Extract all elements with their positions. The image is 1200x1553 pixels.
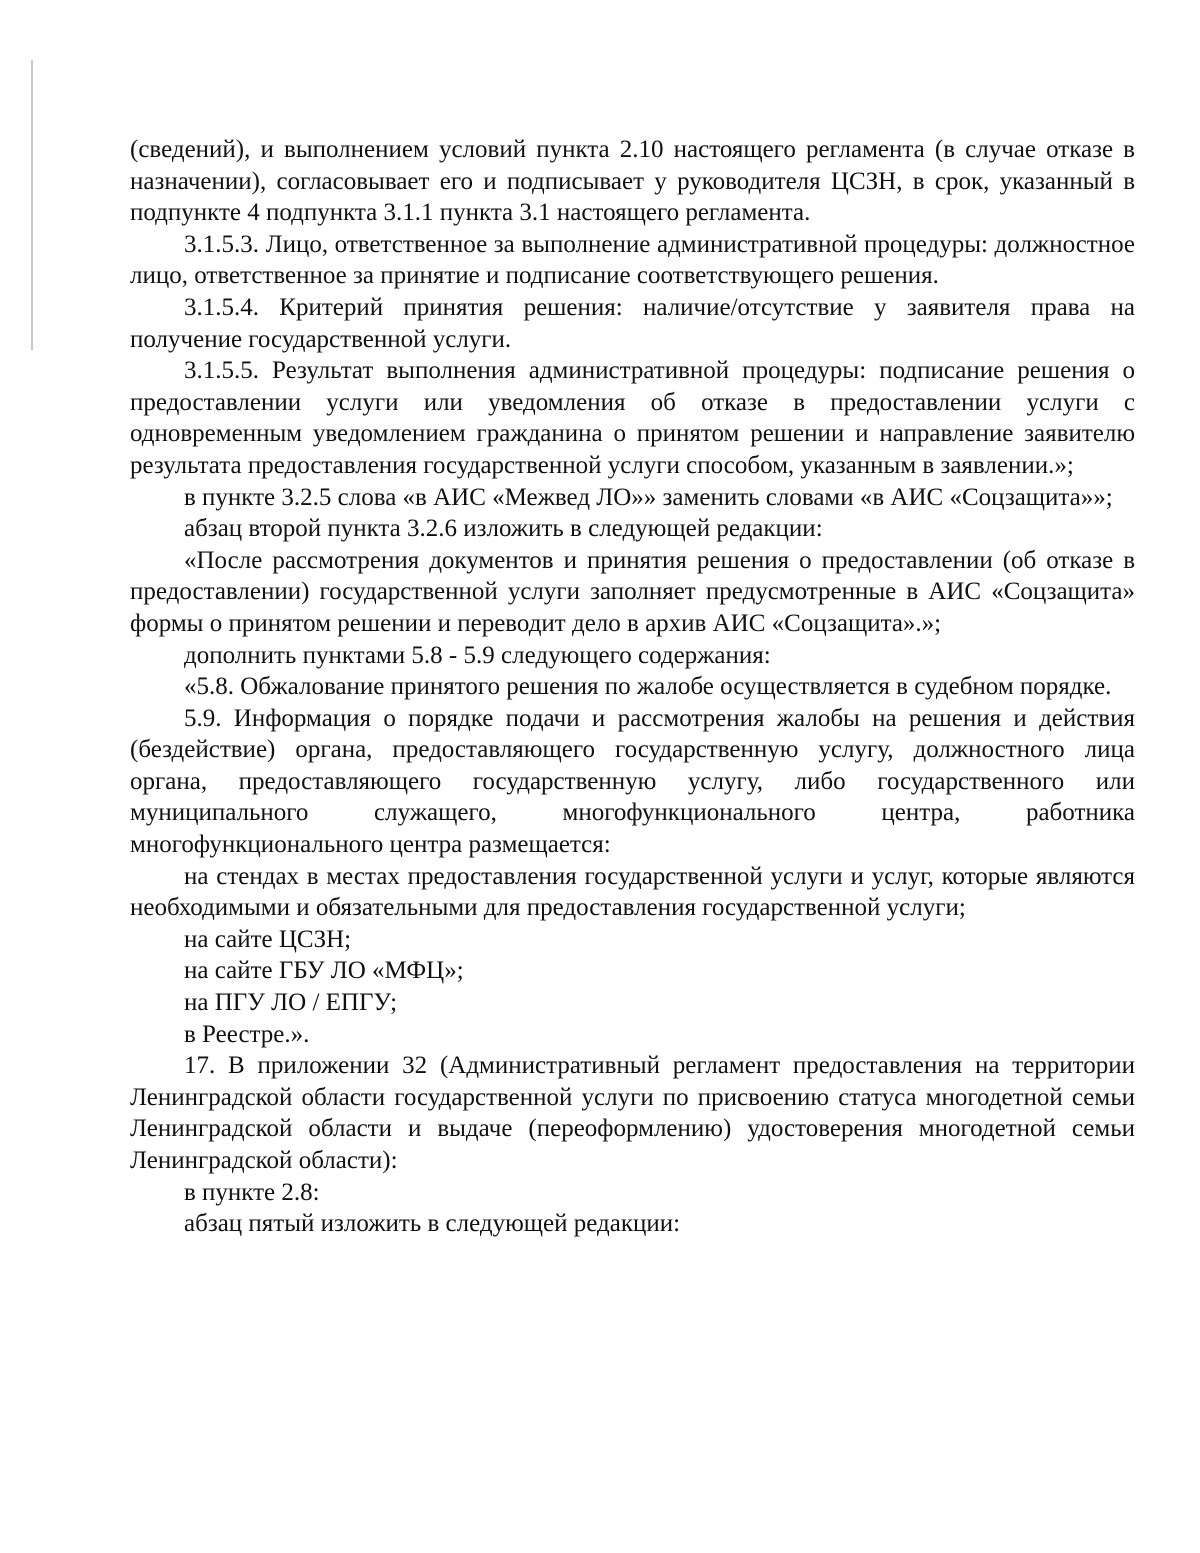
list-item-registry: в Реестре.». bbox=[184, 1020, 310, 1048]
list-item-cszn-site: на сайте ЦСЗН; bbox=[184, 925, 352, 953]
list-item-mfc-site: на сайте ГБУ ЛО «МФЦ»; bbox=[184, 957, 464, 985]
paragraph-2-8: в пункте 2.8: bbox=[184, 1178, 320, 1206]
list-item-pgu: на ПГУ ЛО / ЕПГУ; bbox=[184, 989, 398, 1017]
document-page bbox=[130, 134, 1135, 1240]
paragraph-5-8-5-9-intro: дополнить пунктами 5.8 - 5.9 следующего содержания: bbox=[184, 641, 771, 669]
paragraph-continuation: (сведений), и выполнением условий пункта 2.10 настоящего регламента (в случае отказе в назначении), согласовывает его и подписывает у руководителя ЦСЗН, в срок, указанный в подпункте 4 подпункта 3.1.1 пункта 3.1 настоящего регламента. bbox=[130, 136, 1135, 227]
paragraph-3-1-5-5: 3.1.5.5. Результат выполнения административной процедуры: подписание решения о предоставлении услуги или уведомления об отказе в предоставлении услуги с одновременным уведомлением гражданина о принятом решении и направление заявителю результата предоставления государственной услуги способом, указанным в заявлении.»; bbox=[130, 357, 1135, 479]
list-item-stands: на стендах в местах предоставления государственной услуги и услуг, которые являются необходимыми и обязательными для предоставления государственной услуги; bbox=[130, 862, 1135, 922]
paragraph-3-2-6-text: «После рассмотрения документов и принятия решения о предоставлении (об отказе в предоставлении) государственной услуги заполняет предусмотренные в АИС «Соцзащита» формы о принятом решении и переводит дело в архив АИС «Соцзащита».»; bbox=[130, 546, 1135, 637]
paragraph-17: 17. В приложении 32 (Административный регламент предоставления на территории Ленинградской области государственной услуги по присвоению статуса многодетной семьи Ленинградской области и выдаче (переоформлению) удостоверения многодетной семьи Ленинградской области): bbox=[130, 1052, 1135, 1174]
paragraph-5-8: «5.8. Обжалование принятого решения по жалобе осуществляется в судебном порядке. bbox=[184, 673, 1112, 701]
paragraph-3-1-5-3: 3.1.5.3. Лицо, ответственное за выполнение административной процедуры: должностное лицо, ответственное за принятие и подписание соответствующего решения. bbox=[130, 230, 1135, 290]
paragraph-3-2-6-intro: абзац второй пункта 3.2.6 изложить в следующей редакции: bbox=[184, 515, 823, 543]
paragraph-3-1-5-4: 3.1.5.4. Критерий принятия решения: наличие/отсутствие у заявителя права на получение государственной услуги. bbox=[130, 293, 1135, 353]
paragraph-fifth-abzac: абзац пятый изложить в следующей редакции: bbox=[184, 1210, 681, 1238]
paragraph-5-9: 5.9. Информация о порядке подачи и рассмотрения жалобы на решения и действия (бездействие) органа, предоставляющего государственную услугу, должностного лица органа, предоставляющего государственную услугу, либо государственного или муниципального служащего, многофункционального центра, работника многофункционального центра размещается: bbox=[130, 704, 1135, 859]
scan-margin-line bbox=[31, 60, 33, 350]
paragraph-3-2-5: в пункте 3.2.5 слова «в АИС «Межвед ЛО»» заменить словами «в АИС «Соцзащита»»; bbox=[184, 483, 1113, 511]
